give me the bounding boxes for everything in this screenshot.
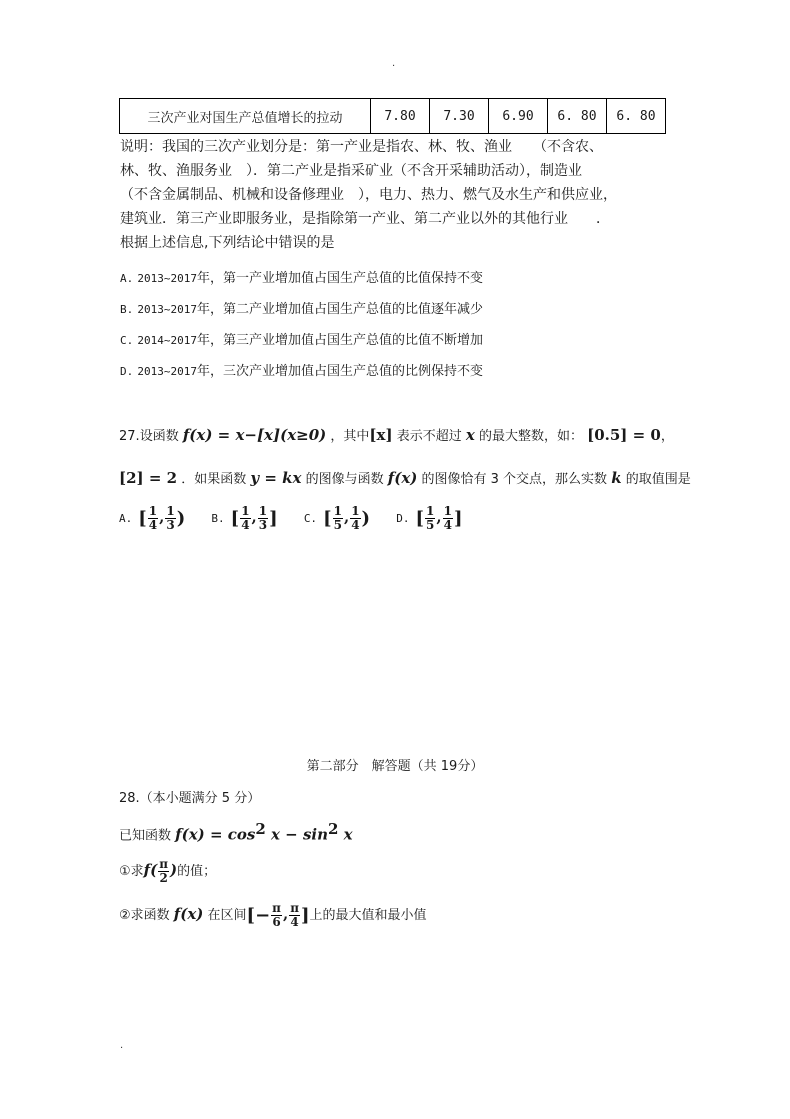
question-28-part1: ①求f( $\frac{\pi}{2}$ )的值； [119, 857, 217, 885]
math-function-def: f(x) = x−[x](x≥0) [182, 426, 327, 444]
note-line: 建筑业．第三产业即服务业，是指除第一产业、第二产业以外的其他行业 ． [120, 211, 610, 227]
table-cell: 6.90 [489, 99, 548, 134]
option-26-a: A. 2013~2017年，第一产业增加值占国生产总值的比值保持不变 [120, 271, 484, 286]
note-line: 说明：我国的三次产业划分是：第一产业是指农、林、牧、渔业 （不含农、 [120, 139, 603, 155]
table-cell: 7.80 [371, 99, 430, 134]
choice-27-a: A. [ $\frac{1}{4}$ , $\frac{1}{3}$ ) [119, 504, 186, 532]
question-28-header: 28.（本小题满分 5 分） [119, 791, 261, 806]
table-cell: 6. 80 [607, 99, 666, 134]
choice-27-c: C. [ $\frac{1}{5}$ , $\frac{1}{4}$ ) [303, 504, 371, 532]
choice-27-d: D. [ $\frac{1}{5}$ , $\frac{1}{4}$ ] [396, 504, 463, 532]
question-prompt: 根据上述信息,下列结论中错误的是 [120, 235, 335, 251]
footer-dot: . [120, 1040, 124, 1051]
table-row-label: 三次产业对国生产总值增长的拉动 [120, 99, 371, 134]
gdp-contribution-table [119, 98, 666, 134]
table-row [120, 99, 666, 134]
header-dot: . [392, 58, 396, 69]
table-cell: 6. 80 [548, 99, 607, 134]
question-27-line1: 27.设函数 f(x) = x−[x](x≥0) ，其中[x] 表示不超过 x 的最大整数，如： [0.5] = 0， [119, 426, 674, 444]
question-27-choices [119, 505, 484, 532]
note-line: 林、牧、渔服务业 ）．第二产业是指采矿业（不含开采辅助活动），制造业 [120, 163, 582, 179]
option-26-d: D. 2013~2017年，三次产业增加值占国生产总值的比例保持不变 [120, 364, 484, 379]
question-27-line2: [2] = 2 ．如果函数 y = kx 的图像与函数 f(x) 的图像恰有 3 个交点，那么实数 k 的取值围是 [119, 469, 691, 487]
choice-27-b: B. [ $\frac{1}{4}$ , $\frac{1}{3}$ ] [211, 504, 278, 532]
section-title: 第二部分 解答题（共 19分） [306, 759, 484, 774]
note-line: （不含金属制品、机械和设备修理业 ），电力、热力、燃气及水生产和供应业， [120, 187, 617, 203]
question-28-part2: ②求函数 f(x) 在区间[− $\frac{\pi}{6}$ , $\frac{\pi}{4}$ ]上的最大值和最小值 [119, 901, 427, 929]
table-cell: 7.30 [430, 99, 489, 134]
option-26-c: C. 2014~2017年，第三产业增加值占国生产总值的比值不断增加 [120, 333, 484, 348]
question-28-given: 已知函数 $f(x) = \cos^2 x - \sin^2 x$ [119, 820, 353, 844]
option-26-b: B. 2013~2017年，第二产业增加值占国生产总值的比值逐年减少 [120, 302, 484, 317]
